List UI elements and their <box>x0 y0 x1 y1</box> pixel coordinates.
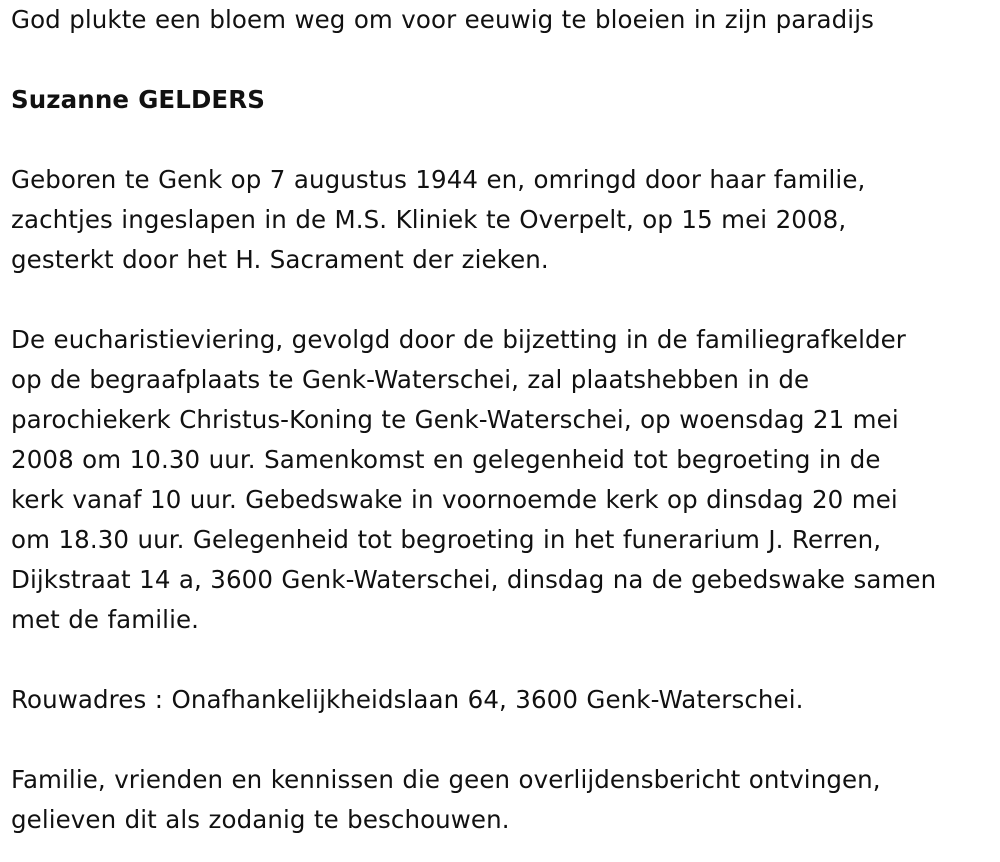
paragraph-line: zachtjes ingeslapen in de M.S. Kliniek te Overpelt, op 15 mei 2008, <box>11 205 847 234</box>
deceased-name: Suzanne GELDERS <box>11 85 265 114</box>
paragraph-line: Familie, vrienden en kennissen die geen overlijdensbericht ontvingen, <box>11 765 881 794</box>
spacer <box>11 280 996 320</box>
paragraph-line: parochiekerk Christus-Koning te Genk-Waterschei, op woensdag 21 mei <box>11 405 899 434</box>
paragraph-line: gesterkt door het H. Sacrament der zieken. <box>11 245 549 274</box>
paragraph-line: om 18.30 uur. Gelegenheid tot begroeting in het funerarium J. Rerren, <box>11 525 882 554</box>
paragraph-line: Geboren te Genk op 7 augustus 1944 en, omringd door haar familie, <box>11 165 866 194</box>
paragraph-line: 2008 om 10.30 uur. Samenkomst en gelegenheid tot begroeting in de <box>11 445 881 474</box>
birth-paragraph <box>11 160 996 280</box>
opening-verse: God plukte een bloem weg om voor eeuwig te bloeien in zijn paradijs <box>11 5 874 34</box>
paragraph-line: Dijkstraat 14 a, 3600 Genk-Waterschei, dinsdag na de gebedswake samen <box>11 565 937 594</box>
closing-paragraph <box>11 760 996 840</box>
paragraph-line: kerk vanaf 10 uur. Gebedswake in voornoemde kerk op dinsdag 20 mei <box>11 485 898 514</box>
paragraph-line: De eucharistieviering, gevolgd door de bijzetting in de familiegrafkelder <box>11 325 906 354</box>
spacer <box>11 120 996 160</box>
spacer <box>11 720 996 760</box>
paragraph-line: op de begraafplaats te Genk-Waterschei, zal plaatshebben in de <box>11 365 810 394</box>
death-notice <box>11 0 996 840</box>
paragraph-line: gelieven dit als zodanig te beschouwen. <box>11 805 510 834</box>
mourning-address: Rouwadres : Onafhankelijkheidslaan 64, 3600 Genk-Waterschei. <box>11 685 804 714</box>
spacer <box>11 40 996 80</box>
spacer <box>11 640 996 680</box>
paragraph-line: met de familie. <box>11 605 200 634</box>
ceremony-paragraph <box>11 320 996 640</box>
